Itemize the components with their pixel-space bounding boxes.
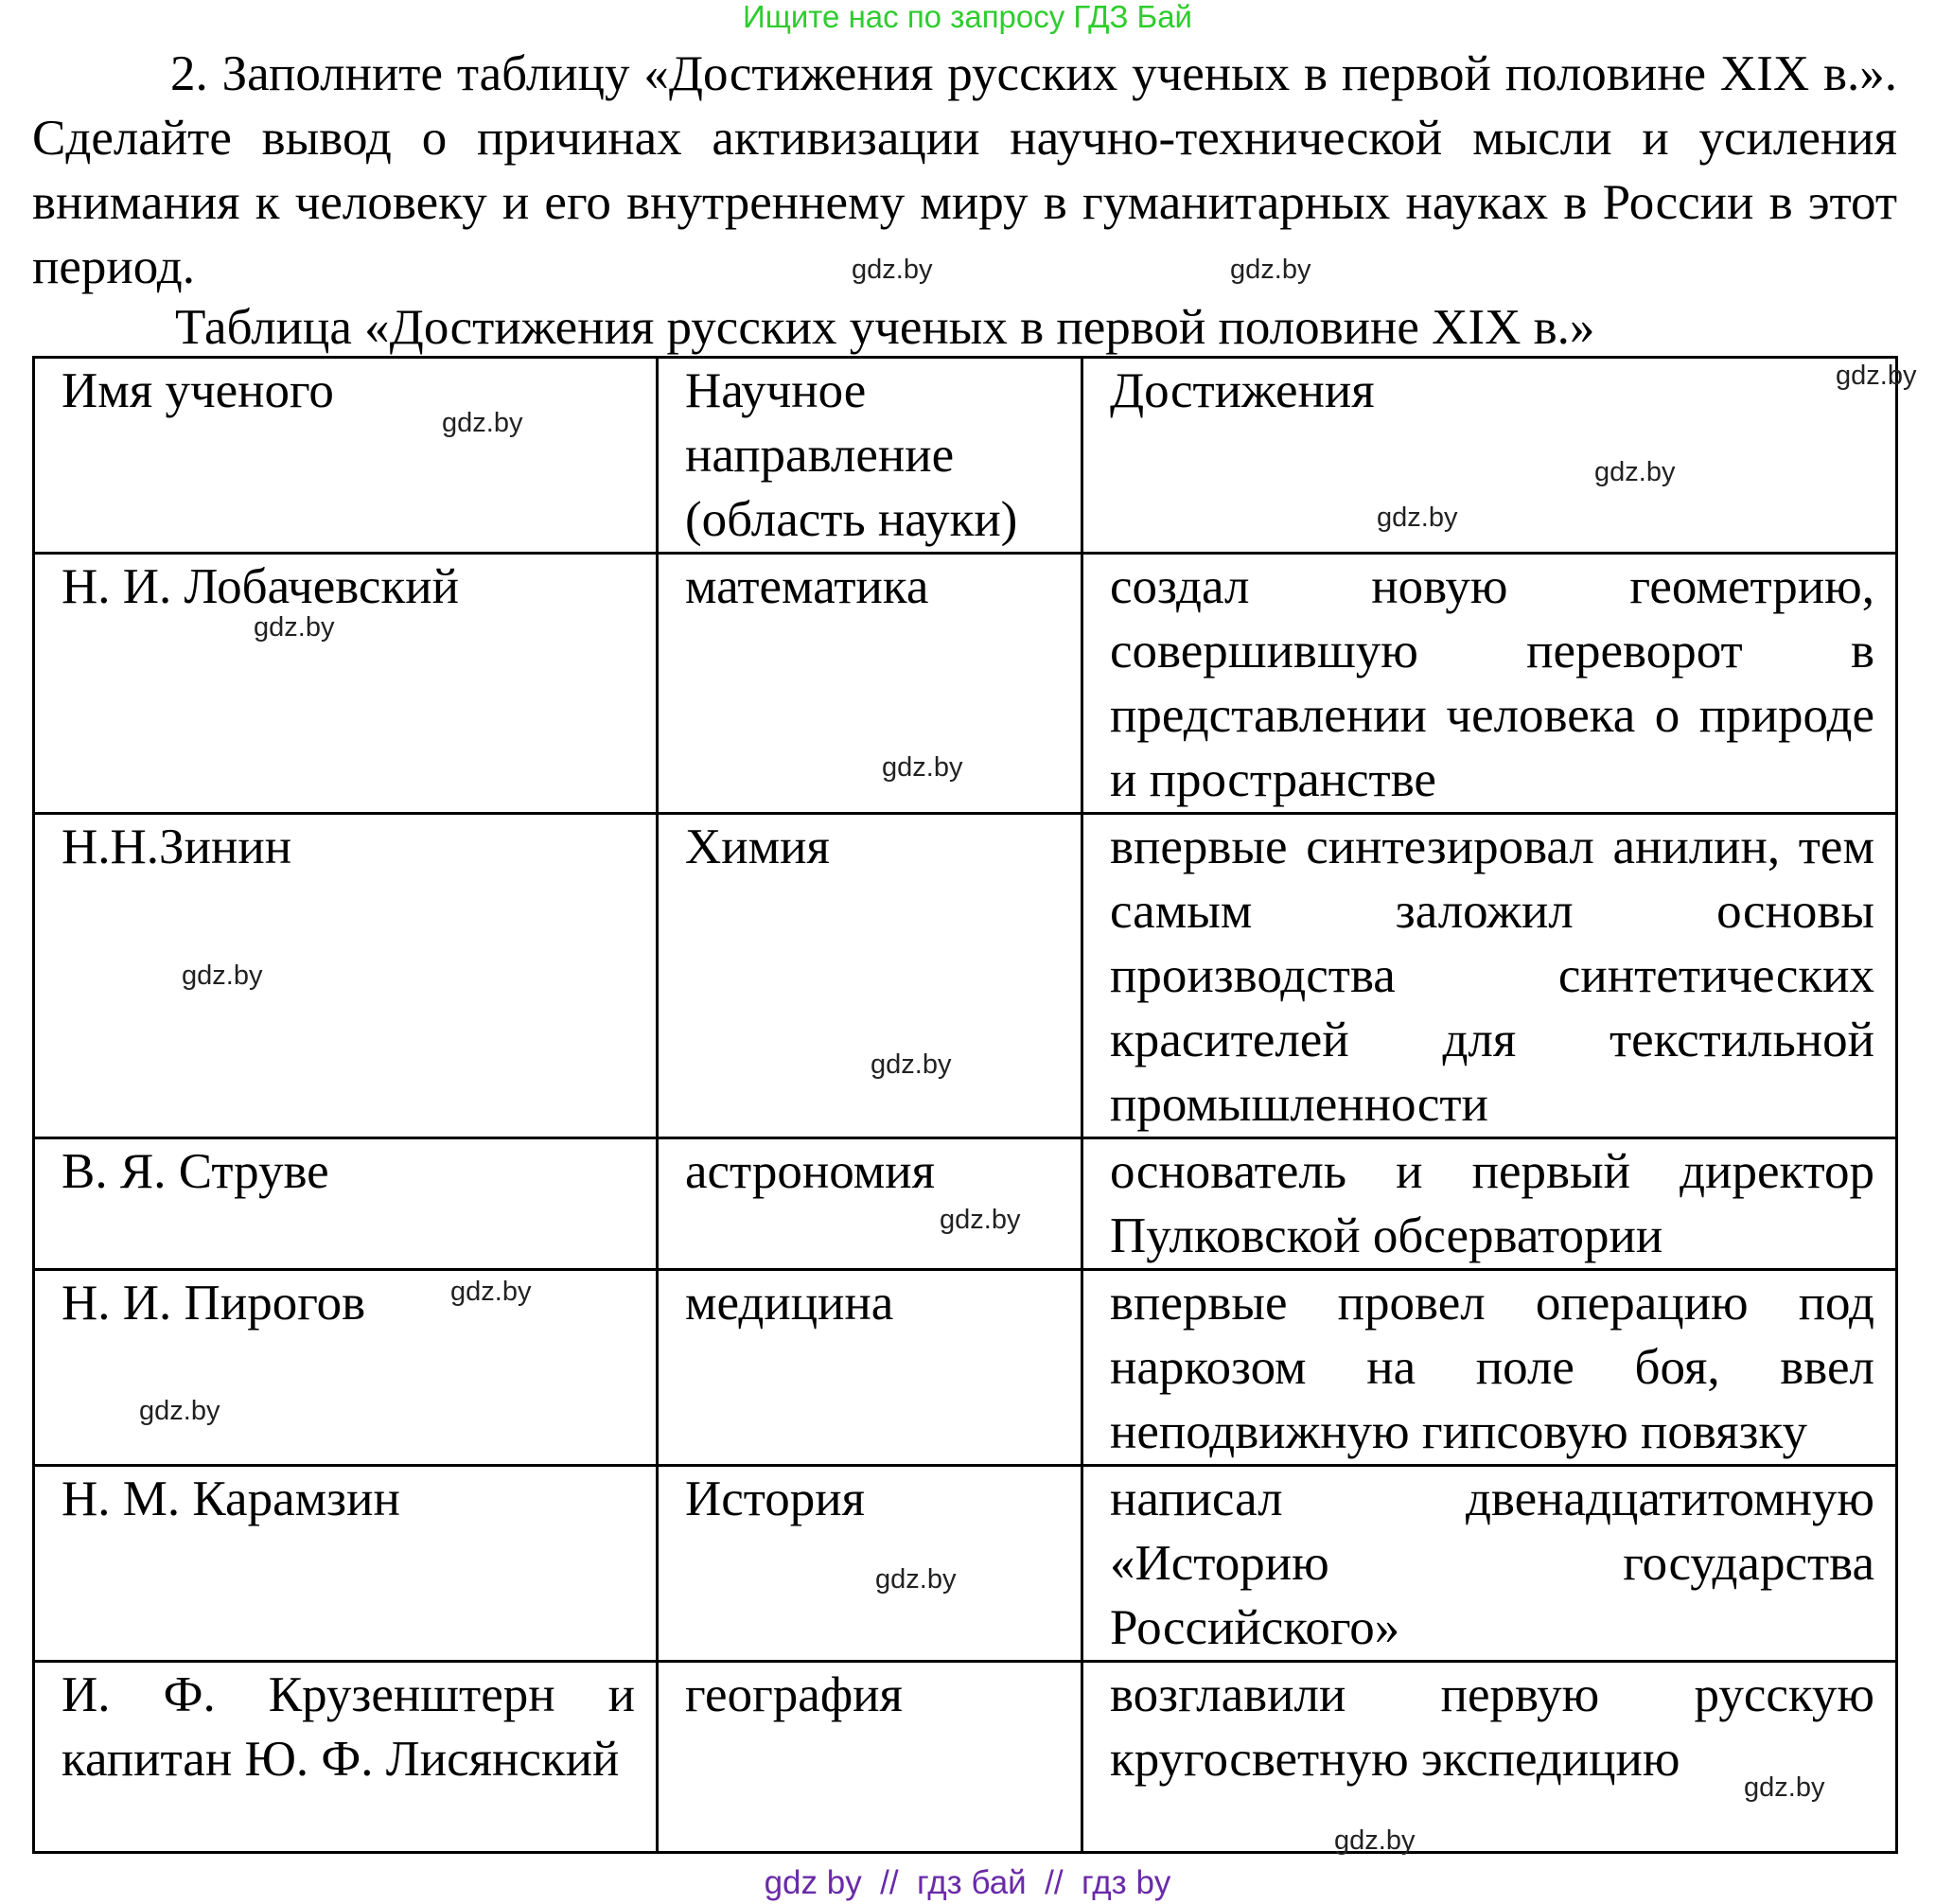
search-banner: Ищите нас по запросу ГДЗ Бай	[743, 0, 1192, 34]
cell-name: И. Ф. Крузенштерн и капитан Ю. Ф. Лисянский	[34, 1662, 658, 1853]
watermark: gdz.by	[442, 408, 523, 438]
table-row	[34, 554, 1897, 814]
table-row	[34, 1138, 1897, 1270]
watermark: gdz.by	[940, 1205, 1021, 1235]
footer-links: gdz by // гдз бай // гдз by	[764, 1864, 1171, 1901]
cell-achievement: создал новую геометрию, совершившую переворот в представлении человека о природе и пространстве	[1082, 554, 1897, 814]
header-field: Научное направление (область науки)	[658, 358, 1082, 554]
cell-achievement: возглавили первую русскую кругосветную экспедицию	[1082, 1662, 1897, 1853]
task-text	[32, 42, 1897, 299]
cell-achievement: написал двенадцатитомную «Историю государства Российского»	[1082, 1466, 1897, 1662]
watermark: gdz.by	[875, 1564, 957, 1595]
cell-achievement: основатель и первый директор Пулковской обсерватории	[1082, 1138, 1897, 1270]
watermark: gdz.by	[882, 752, 963, 783]
watermark: gdz.by	[1594, 457, 1676, 487]
watermark: gdz.by	[852, 255, 933, 285]
cell-field: математика	[658, 554, 1082, 814]
table-row	[34, 814, 1897, 1138]
watermark: gdz.by	[1230, 255, 1311, 285]
watermark: gdz.by	[1334, 1825, 1416, 1856]
task-body: 2. Заполните таблицу «Достижения русских ученых в первой половине XIX в.». Сделайте вывод о причинах активизации научно-технической мысли и усиления внимания к человеку и его внутреннему миру в гуманитарных науках в России в этот период.	[32, 46, 1897, 294]
header-name: Имя ученого	[34, 358, 658, 554]
watermark: gdz.by	[139, 1396, 220, 1426]
watermark: gdz.by	[254, 612, 335, 643]
cell-name: Н.Н.Зинин	[34, 814, 658, 1138]
cell-name: Н. И. Лобачевский	[34, 554, 658, 814]
table-row	[34, 1662, 1897, 1853]
table-row	[34, 1270, 1897, 1466]
header-achievement: Достижения	[1082, 358, 1897, 554]
table-row	[34, 1466, 1897, 1662]
watermark: gdz.by	[450, 1277, 532, 1307]
watermark: gdz.by	[182, 961, 263, 991]
scientists-table	[32, 356, 1898, 1854]
cell-achievement: впервые синтезировал анилин, тем самым заложил основы производства синтетических красителей для текстильной промышленности	[1082, 814, 1897, 1138]
cell-name: Н. М. Карамзин	[34, 1466, 658, 1662]
cell-name: Н. И. Пирогов	[34, 1270, 658, 1466]
cell-field: астрономия	[658, 1138, 1082, 1270]
cell-field: география	[658, 1662, 1082, 1853]
table-header-row	[34, 358, 1897, 554]
table-caption: Таблица «Достижения русских ученых в первой половине XIX в.»	[175, 300, 1595, 355]
cell-field: История	[658, 1466, 1082, 1662]
watermark: gdz.by	[1836, 361, 1917, 391]
watermark: gdz.by	[1377, 502, 1458, 533]
cell-field: медицина	[658, 1270, 1082, 1466]
cell-name: В. Я. Струве	[34, 1138, 658, 1270]
cell-achievement: впервые провел операцию под наркозом на поле боя, ввел неподвижную гипсовую повязку	[1082, 1270, 1897, 1466]
watermark: gdz.by	[1744, 1772, 1825, 1803]
watermark: gdz.by	[871, 1049, 952, 1080]
cell-field: Химия	[658, 814, 1082, 1138]
